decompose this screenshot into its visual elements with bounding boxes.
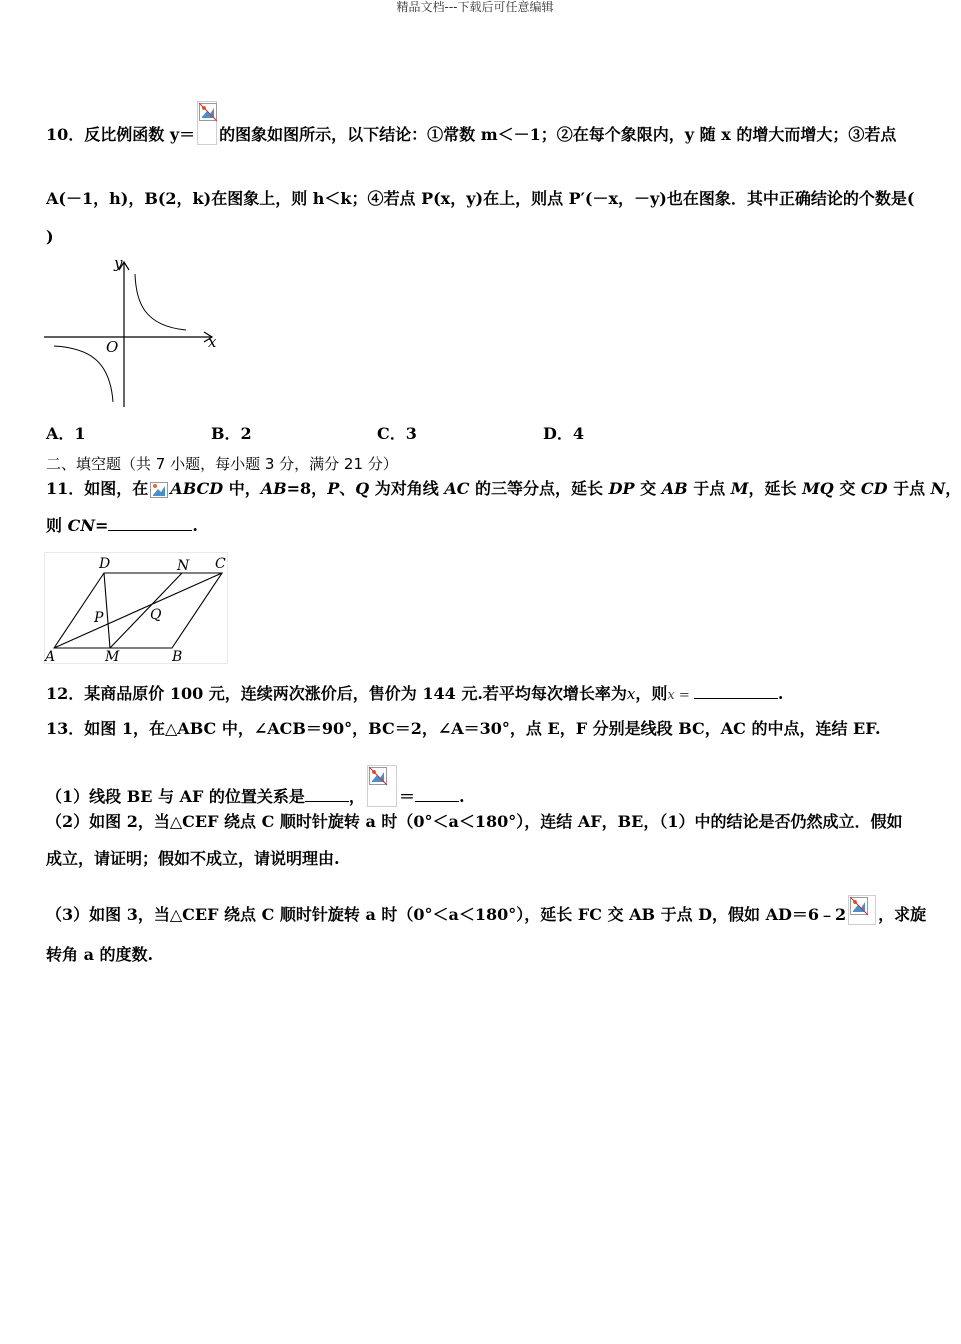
- q10-option-d: D．4: [543, 424, 585, 443]
- q10-option-b: B．2: [211, 424, 252, 443]
- label-d: D: [99, 556, 111, 572]
- label-a: A: [45, 649, 56, 665]
- q11-line2: [46, 516, 198, 536]
- q13-text: .: [458, 787, 465, 806]
- broken-image-icon: [848, 895, 876, 925]
- label-p: P: [94, 610, 104, 626]
- q11-text: 、: [339, 479, 356, 498]
- q13-part3-line2: 转角 a 的度数.: [46, 945, 154, 964]
- x-axis-label: x: [208, 333, 217, 351]
- y-axis-label: y: [114, 254, 123, 272]
- q11-text: 交: [833, 479, 861, 498]
- q11-text: 于点: [887, 479, 931, 498]
- q11-ab: AB: [260, 479, 287, 498]
- section-title: 二、填空题（共 7 小题，每小题 3 分，满分 21 分）: [46, 455, 398, 473]
- q13-text: （3）如图 3，当△CEF 绕点 C 顺时针旋转 a 时（0°＜a＜180°），延长 FC 交 AB 于点 D，假如 AD＝6﹣2: [46, 905, 847, 924]
- answer-blank[interactable]: [694, 684, 778, 699]
- curve-quadrant-3: [54, 346, 113, 402]
- q13-text: ，: [348, 787, 365, 806]
- label-c: C: [215, 556, 226, 572]
- q13-intro: 13．如图 1，在△ABC 中，∠ACB＝90°，BC＝2，∠A＝30°，点 E，F 分别是线段 BC，AC 的中点，连结 EF.: [46, 719, 881, 738]
- q13-text: ，求旋: [878, 905, 927, 924]
- parallelogram-symbol-image: [150, 482, 168, 498]
- q11-text: 则: [46, 516, 68, 535]
- q13-text: ＝: [398, 787, 415, 806]
- q11-text: 中，: [223, 479, 261, 498]
- hyperbola-graph: [44, 252, 224, 410]
- q10-text-b: 的图象如图所示，以下结论：①常数 m＜－1；②在每个象限内，y 随 x 的增大而增大；③若点: [219, 125, 897, 144]
- q12-line: [46, 684, 783, 706]
- broken-image-icon: [367, 765, 397, 807]
- segment-dm: [104, 573, 110, 648]
- label-b: B: [172, 649, 183, 665]
- q10-option-a: A．1: [46, 424, 86, 443]
- label-q: Q: [150, 607, 162, 623]
- q11-text: 11．如图，在: [46, 479, 149, 498]
- q13-part1: [46, 765, 465, 807]
- q12-equation: x =: [667, 688, 694, 703]
- q11-text: ，延长: [748, 479, 803, 498]
- q11-text: ，: [945, 479, 961, 498]
- parallelogram-figure: [44, 552, 228, 664]
- answer-blank[interactable]: [305, 787, 349, 802]
- q11-text: 的三等分点，延长: [469, 479, 609, 498]
- q11-p: P: [327, 479, 340, 498]
- q11-text: 为对角线: [369, 479, 445, 498]
- q10-option-c: C．3: [377, 424, 417, 443]
- q11-text: =8，: [286, 479, 328, 498]
- q10-line1: [46, 101, 896, 145]
- q13-part3-line1: [46, 895, 926, 925]
- label-m: M: [105, 649, 120, 665]
- q11-mq: MQ: [802, 479, 834, 498]
- broken-image-icon: [197, 101, 217, 145]
- q11-q: Q: [355, 479, 370, 498]
- q11-cd: CD: [860, 479, 888, 498]
- q13-part2-line2: 成立，请证明；假如不成立，请说明理由.: [46, 849, 340, 868]
- q11-ab2: AB: [661, 479, 688, 498]
- q10-text-a: 10．反比例函数 y＝: [46, 125, 196, 144]
- q11-cn: CN: [67, 516, 95, 535]
- q11-n: N: [930, 479, 946, 498]
- segment-mn: [110, 573, 182, 648]
- q11-text: 于点: [687, 479, 731, 498]
- q11-line1: [46, 479, 961, 499]
- curve-quadrant-1: [135, 274, 186, 330]
- q12-text: .: [777, 684, 784, 703]
- q11-ac: AC: [444, 479, 470, 498]
- q11-abcd: ABCD: [170, 479, 224, 498]
- q12-text: 12．某商品原价 100 元，连续两次涨价后，售价为 144 元.若平均每次增长率为: [46, 684, 627, 703]
- page-header: 精品文档---下载后可任意编辑: [396, 0, 554, 14]
- q11-text: =: [94, 516, 109, 535]
- answer-blank[interactable]: [108, 516, 192, 531]
- origin-label: O: [106, 338, 119, 356]
- q12-variable: x: [626, 685, 636, 703]
- answer-blank[interactable]: [415, 787, 459, 802]
- q10-line2: A(－1，h)，B(2，k)在图象上，则 h＜k；④若点 P(x，y)在上，则点 P′(－x，－y)也在图象．其中正确结论的个数是(: [46, 189, 915, 208]
- q10-line3: ): [46, 227, 54, 246]
- q11-text: 交: [634, 479, 662, 498]
- q13-text: （1）线段 BE 与 AF 的位置关系是: [46, 787, 305, 806]
- q11-text: .: [192, 516, 198, 535]
- q11-dp: DP: [608, 479, 635, 498]
- q13-part2-line1: （2）如图 2，当△CEF 绕点 C 顺时针旋转 a 时（0°＜a＜180°），连结 AF，BE，（1）中的结论是否仍然成立．假如: [46, 812, 903, 831]
- q12-text: ，则: [635, 684, 668, 703]
- q11-m: M: [730, 479, 749, 498]
- label-n: N: [177, 558, 190, 574]
